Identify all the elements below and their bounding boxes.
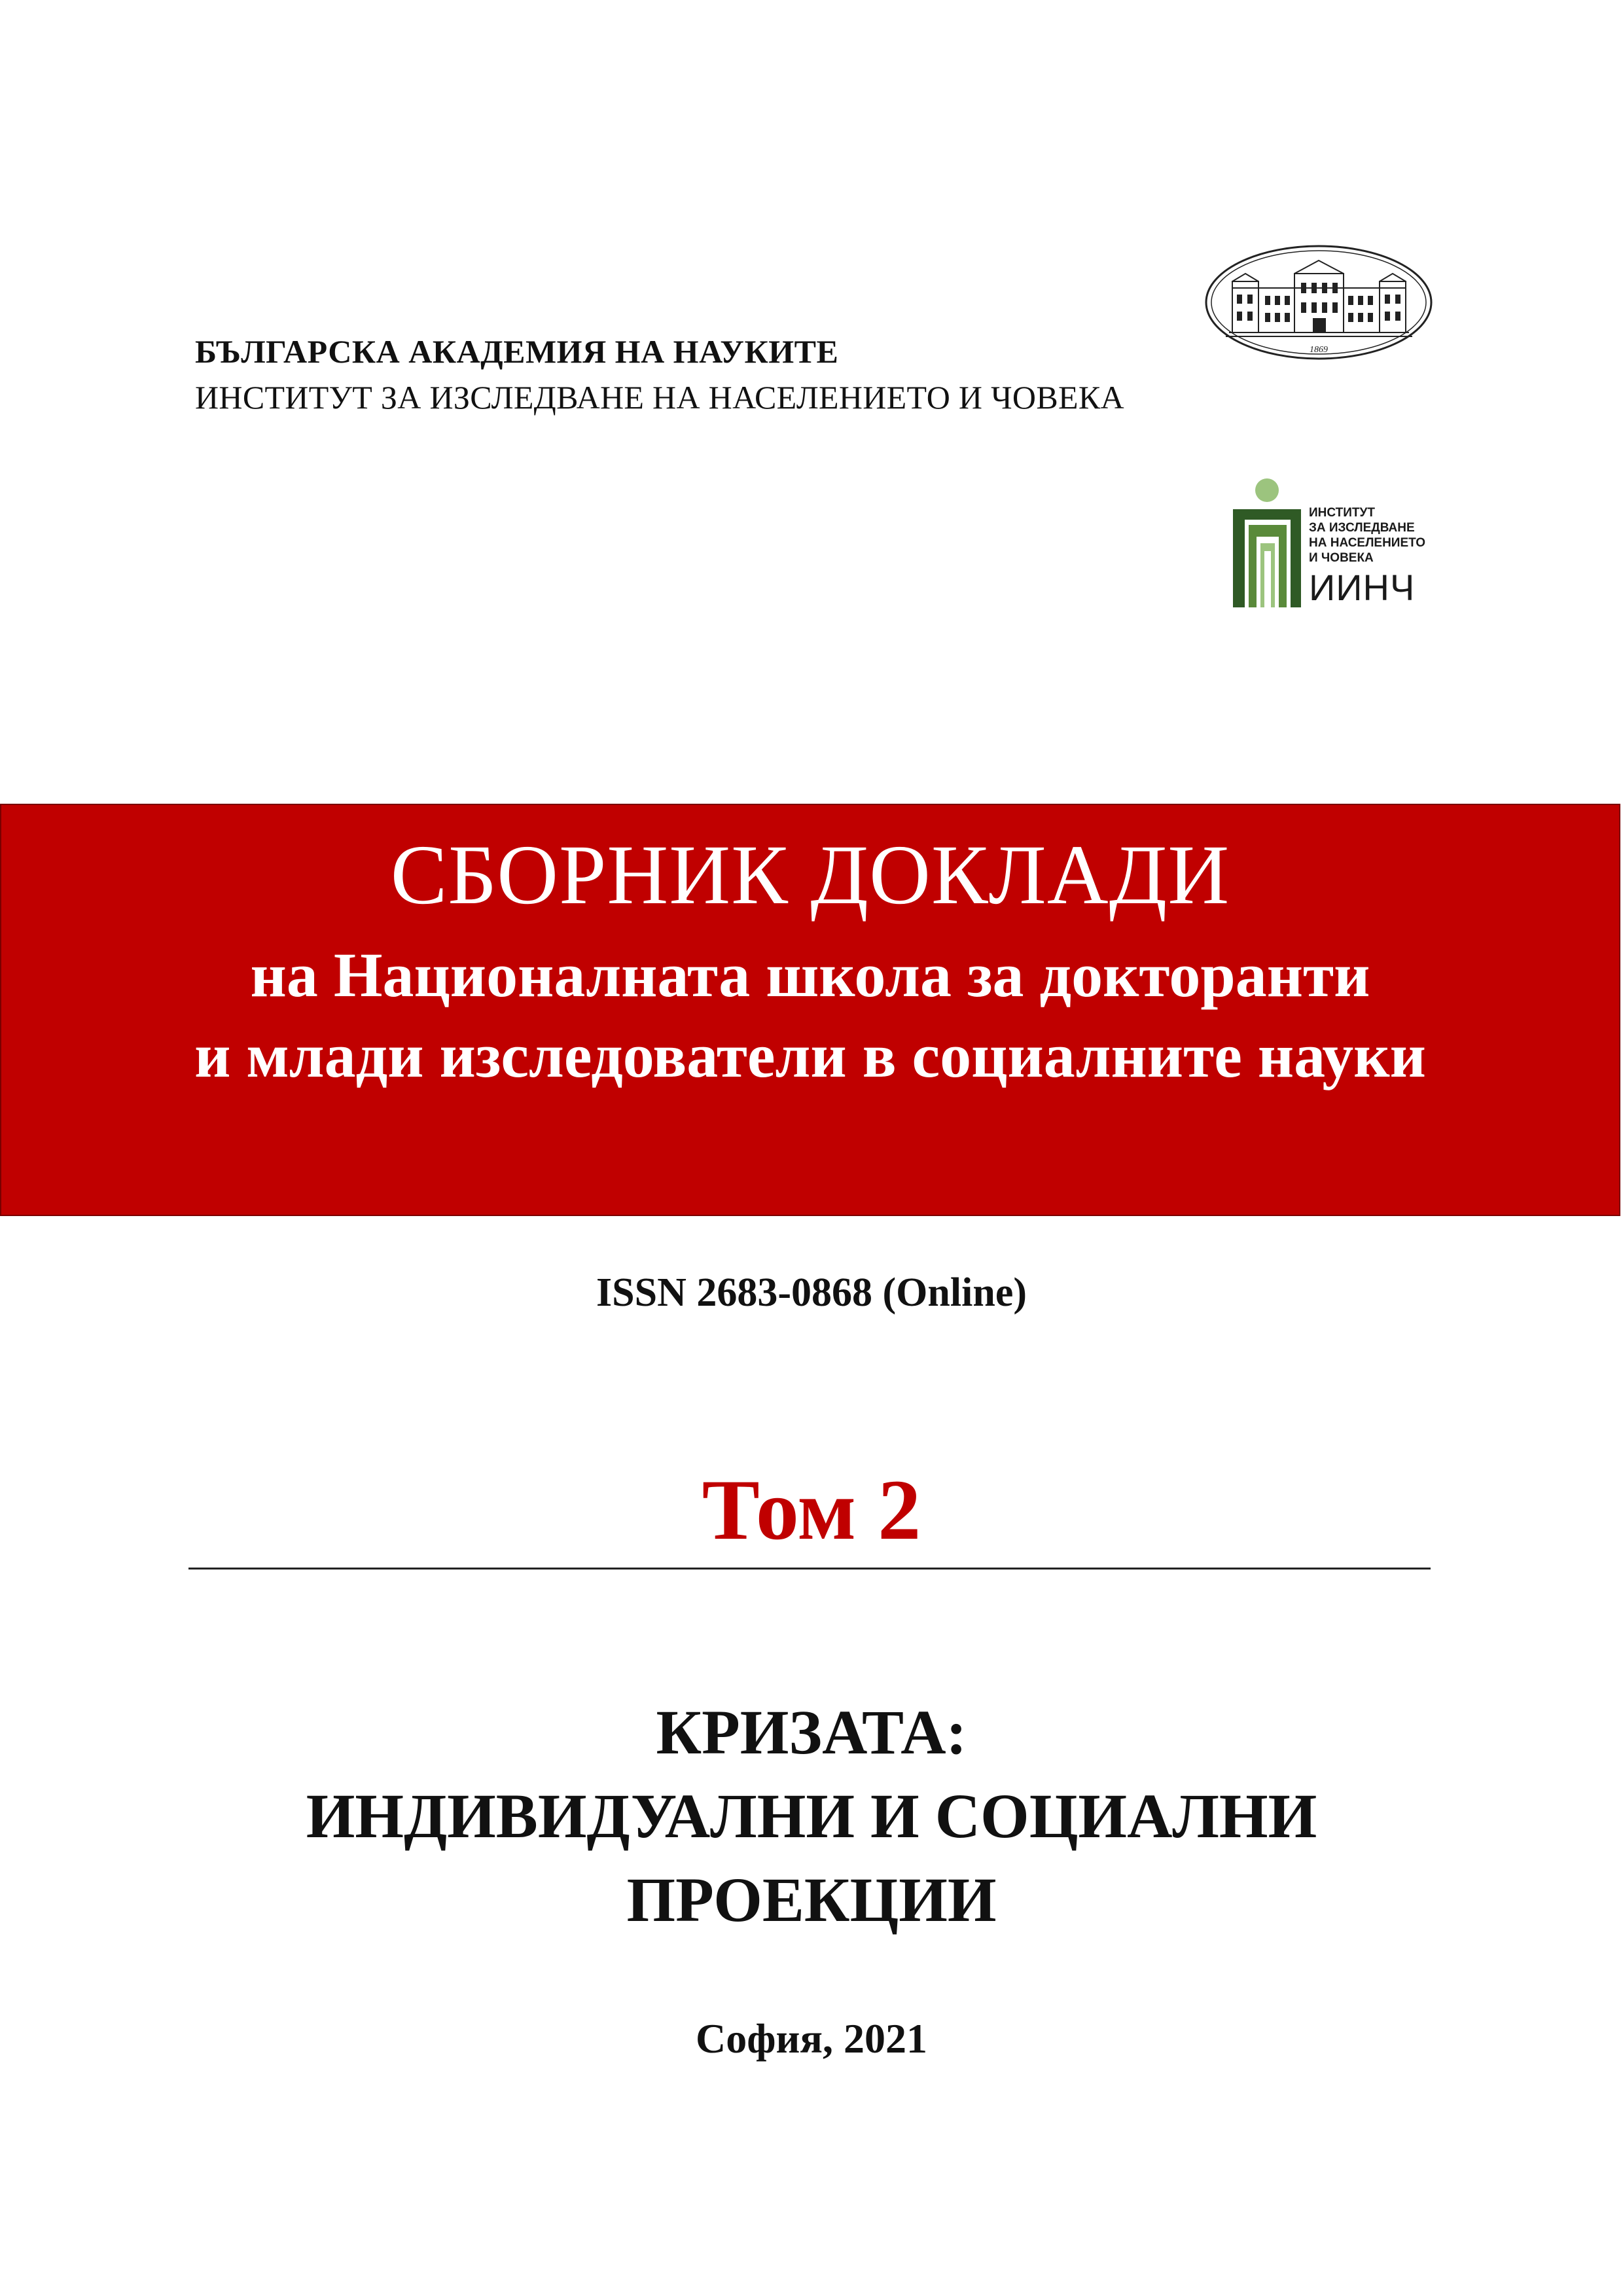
title-banner: [0, 804, 1620, 1216]
horizontal-divider: [188, 1568, 1431, 1570]
collection-title: СБОРНИК ДОКЛАДИ: [390, 828, 1230, 922]
bas-building-seal-logo: [1203, 243, 1435, 361]
topic-line-2: ИНДИВИДУАЛНИ И СОЦИАЛНИ: [306, 1781, 1317, 1851]
institute-name: ИНСТИТУТ ЗА ИЗСЛЕДВАНЕ НА НАСЕЛЕНИЕТО И ЧОВЕКА: [195, 379, 1124, 416]
volume-topic: [0, 1691, 1623, 1942]
topic-line-3: ПРОЕКЦИИ: [626, 1865, 997, 1935]
collection-subtitle-line-2: и млади изследователи в социалните науки: [194, 1020, 1426, 1090]
logo-dot-icon: [1255, 478, 1279, 502]
iinch-logo-caption: ИНСТИТУТ ЗА ИЗСЛЕДВАНЕ НА НАСЕЛЕНИЕТО И ЧОВЕКА: [1309, 506, 1426, 565]
volume-number: Том 2: [702, 1462, 921, 1558]
bas-seal-year: 1869: [1310, 345, 1328, 355]
place-and-year: София, 2021: [696, 2015, 927, 2062]
iinch-logo-name: ИИНЧ: [1309, 567, 1416, 608]
topic-line-1: КРИЗАТА:: [656, 1697, 967, 1767]
issn-number: ISSN 2683-0868 (Online): [596, 1270, 1027, 1315]
collection-subtitle-line-1: на Националната школа за докторанти: [250, 940, 1370, 1010]
iinch-institute-logo: [1229, 478, 1425, 615]
academy-name: БЪЛГАРСКА АКАДЕМИЯ НА НАУКИТЕ: [195, 333, 839, 370]
